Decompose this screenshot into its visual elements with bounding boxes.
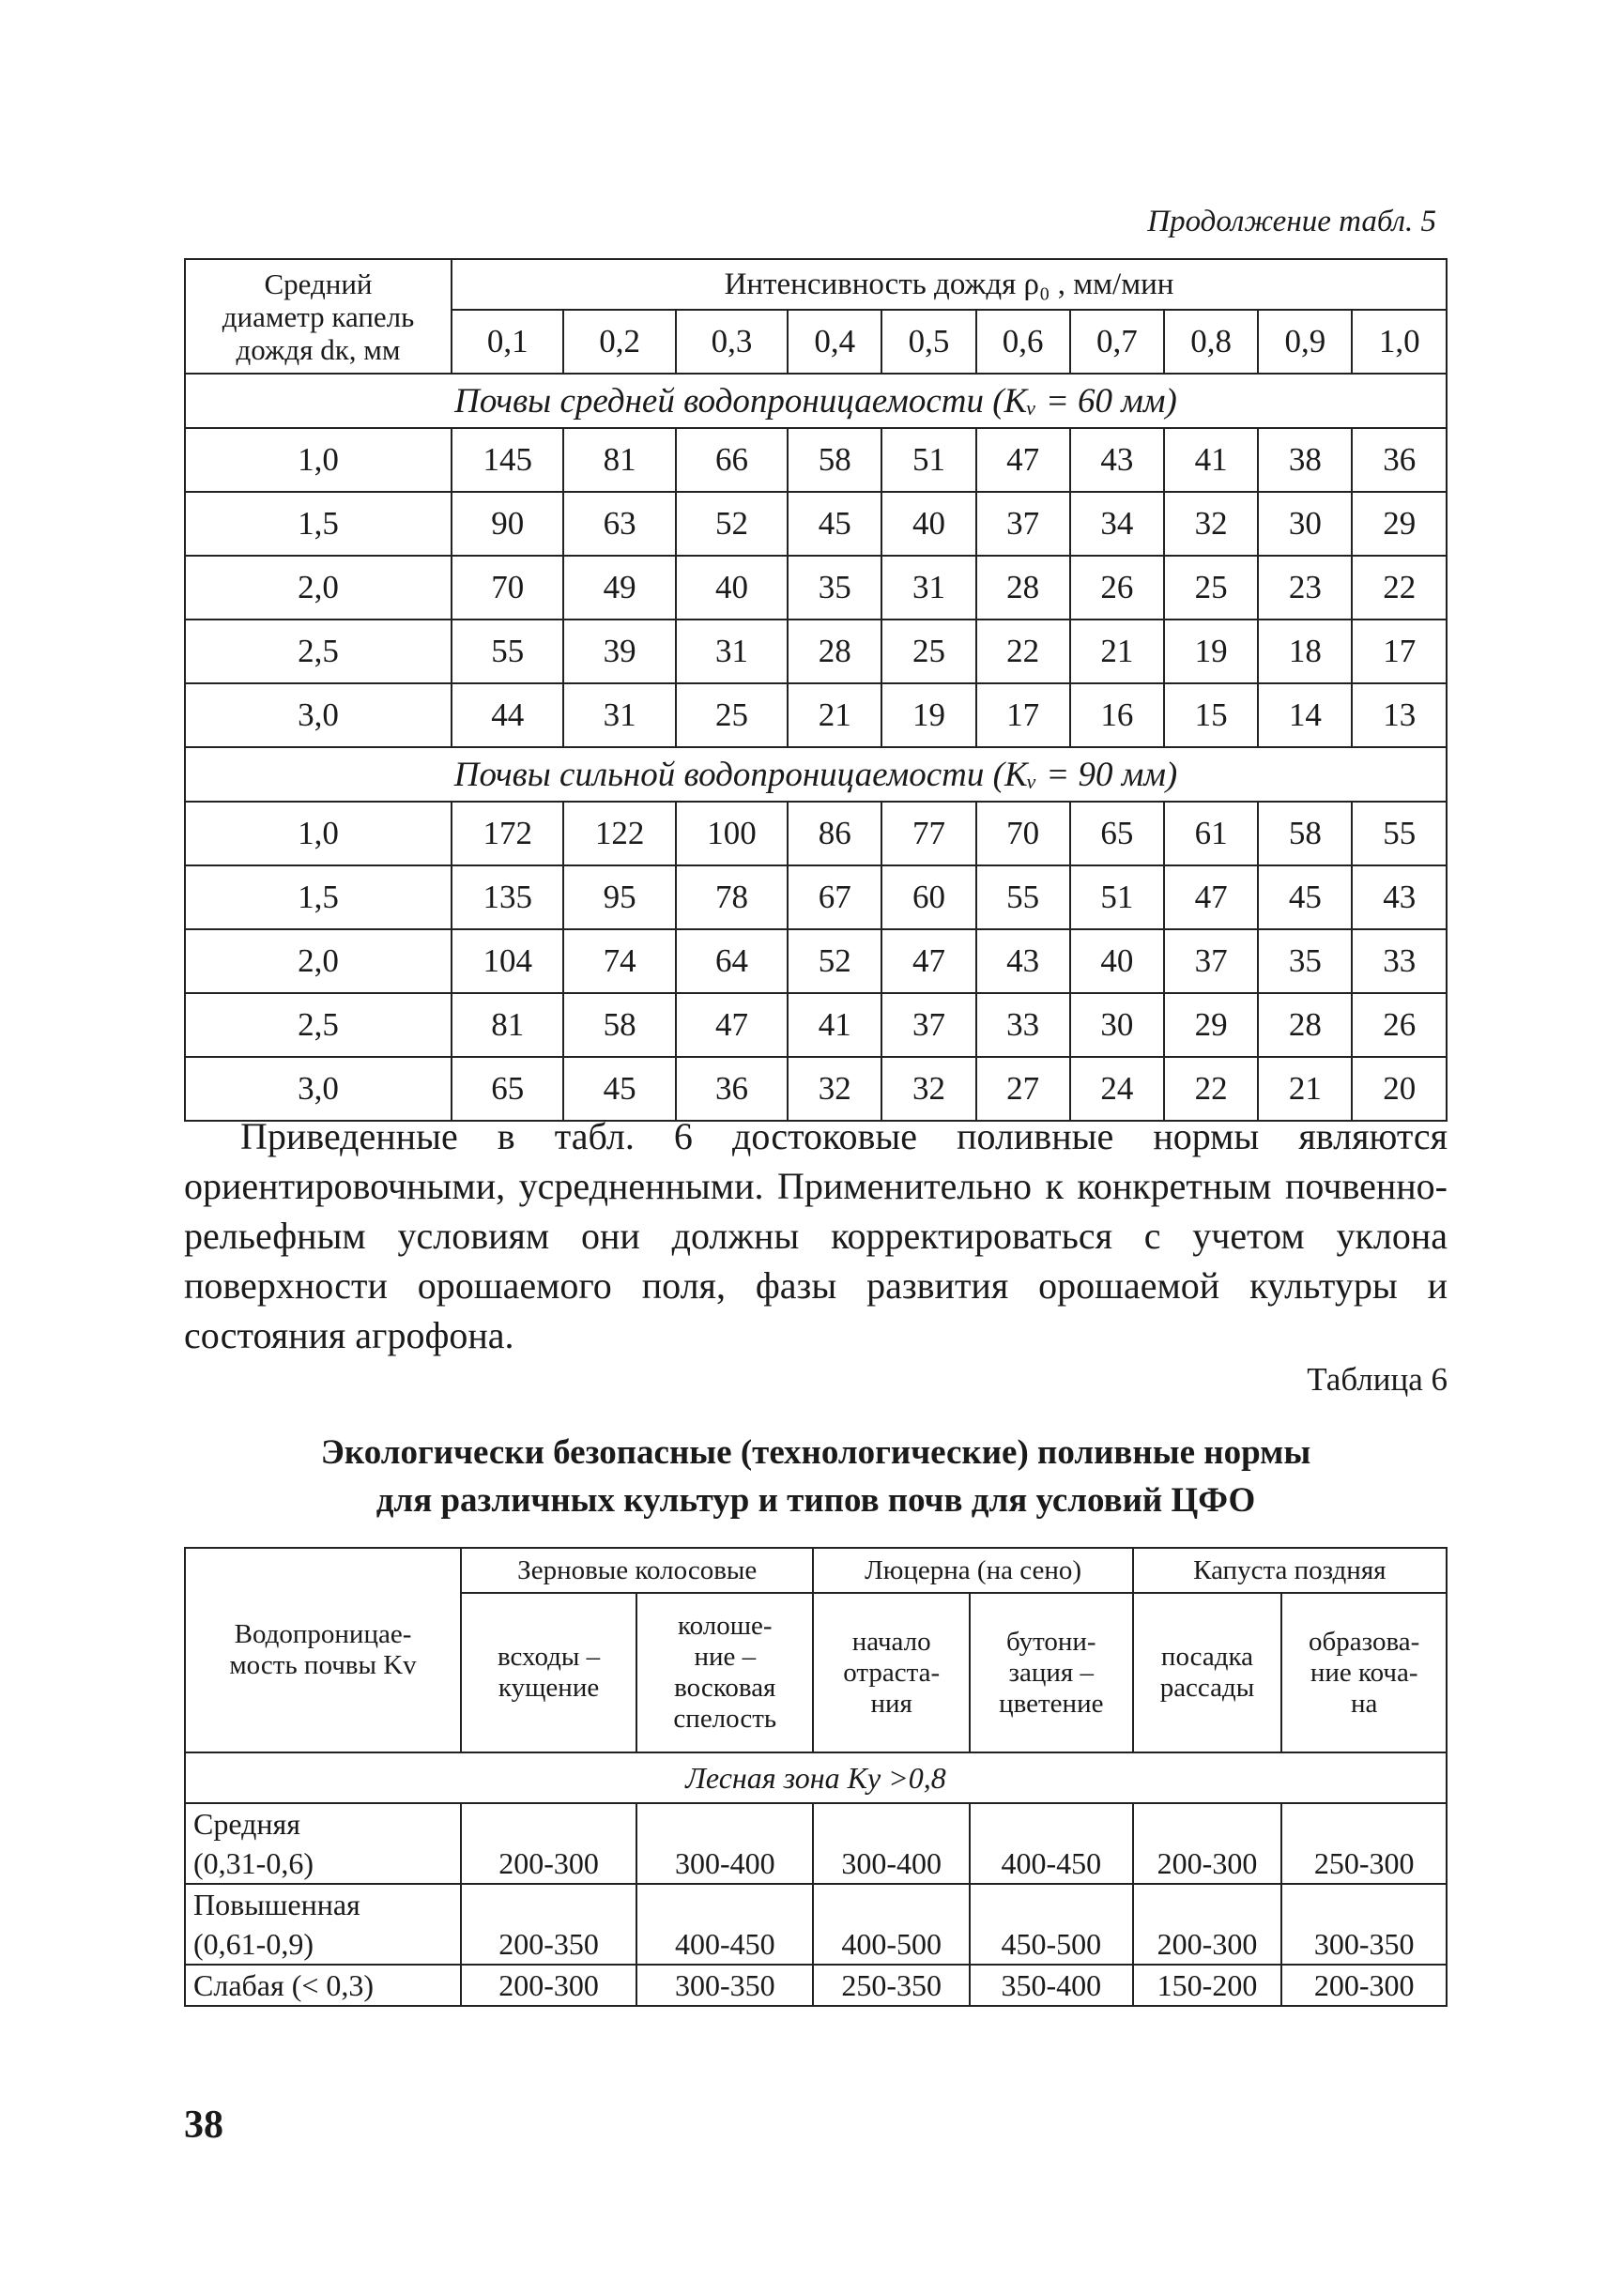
diameter-header (185, 259, 452, 374)
table-row (185, 1803, 1447, 1884)
value-cell: 32 (1164, 492, 1258, 556)
value-cell: 63 (563, 492, 675, 556)
value-cell: 70 (452, 556, 563, 620)
row-label (185, 1884, 461, 1965)
value-cell: 172 (452, 802, 563, 865)
value-cell: 31 (676, 620, 788, 683)
value-cell: 45 (788, 492, 881, 556)
value-cell: 37 (976, 492, 1070, 556)
value-cell: 45 (563, 1057, 675, 1121)
table-6-title (184, 1429, 1448, 1524)
value-cell: 28 (788, 620, 881, 683)
value-cell: 104 (452, 929, 563, 993)
phase-line: колоше- (678, 1611, 773, 1641)
label-line: (0,31-0,6) (193, 1846, 314, 1880)
value-cell: 32 (881, 1057, 975, 1121)
value-cell: 250-350 (813, 1965, 969, 2006)
value-cell: 19 (881, 683, 975, 747)
value-cell: 37 (881, 993, 975, 1057)
value-cell: 77 (881, 802, 975, 865)
value-cell: 200-300 (461, 1965, 636, 2006)
title-line: Экологически безопасные (технологические) поливные нормы (320, 1433, 1311, 1472)
value-cell: 14 (1258, 683, 1352, 747)
permeability-header (185, 1548, 461, 1752)
intensity-cell: 0,6 (976, 310, 1070, 374)
value-cell: 39 (563, 620, 675, 683)
phase-line: спелость (673, 1704, 777, 1734)
phase-line: образова- (1309, 1626, 1420, 1657)
value-cell: 67 (788, 865, 881, 929)
value-cell: 24 (1070, 1057, 1164, 1121)
intensity-cell: 0,1 (452, 310, 563, 374)
table-row (185, 620, 1447, 683)
value-cell: 30 (1070, 993, 1164, 1057)
value-cell: 47 (1164, 865, 1258, 929)
value-cell: 43 (1070, 428, 1164, 492)
value-cell: 31 (881, 556, 975, 620)
value-cell: 26 (1352, 993, 1447, 1057)
value-cell: 100 (676, 802, 788, 865)
value-cell: 200-300 (461, 1803, 636, 1884)
group-header: Люцерна (на сено) (813, 1548, 1132, 1593)
title-line: для различных культур и типов почв для условий ЦФО (375, 1481, 1256, 1520)
value-cell: 47 (676, 993, 788, 1057)
value-cell: 55 (976, 865, 1070, 929)
value-cell: 25 (676, 683, 788, 747)
value-cell: 70 (976, 802, 1070, 865)
section-title: Почвы сильной водопроницаемости (Kᵥ = 90 мм) (185, 747, 1447, 802)
phase-line: зация – (1008, 1657, 1095, 1688)
section-title: Почвы средней водопроницаемости (Kᵥ = 60 мм) (185, 374, 1447, 428)
diameter-cell: 2,5 (185, 620, 452, 683)
phase-line: начало (851, 1626, 931, 1657)
value-cell: 45 (1258, 865, 1352, 929)
row-label (185, 1965, 461, 2006)
value-cell: 41 (1164, 428, 1258, 492)
value-cell: 22 (1352, 556, 1447, 620)
value-cell: 66 (676, 428, 788, 492)
diameter-cell: 3,0 (185, 1057, 452, 1121)
value-cell: 18 (1258, 620, 1352, 683)
value-cell: 86 (788, 802, 881, 865)
value-cell: 64 (676, 929, 788, 993)
value-cell: 47 (881, 929, 975, 993)
phase-header (1281, 1593, 1447, 1752)
value-cell: 350-400 (970, 1965, 1133, 2006)
value-cell: 33 (976, 993, 1070, 1057)
value-cell: 145 (452, 428, 563, 492)
intensity-cell: 0,3 (676, 310, 788, 374)
value-cell: 200-350 (461, 1884, 636, 1965)
row-label (185, 1803, 461, 1884)
value-cell: 26 (1070, 556, 1164, 620)
header-line: диаметр капель (222, 299, 415, 333)
header-line: Средний (264, 267, 373, 300)
value-cell: 17 (1352, 620, 1447, 683)
value-cell: 47 (976, 428, 1070, 492)
intensity-cell: 0,8 (1164, 310, 1258, 374)
value-cell: 400-450 (970, 1803, 1133, 1884)
header-line: дождя dк, мм (236, 332, 401, 366)
value-cell: 43 (1352, 865, 1447, 929)
continuation-label: Продолжение табл. 5 (1147, 205, 1436, 238)
value-cell: 29 (1352, 492, 1447, 556)
diameter-cell: 1,0 (185, 428, 452, 492)
value-cell: 58 (563, 993, 675, 1057)
value-cell: 300-400 (636, 1803, 813, 1884)
value-cell: 13 (1352, 683, 1447, 747)
phase-header (1133, 1593, 1282, 1752)
phase-line: ние кочa- (1310, 1657, 1418, 1688)
label-line: (0,61-0,9) (193, 1927, 314, 1961)
phase-header (461, 1593, 636, 1752)
table-6 (184, 1547, 1448, 2007)
value-cell: 35 (1258, 929, 1352, 993)
value-cell: 150-200 (1133, 1965, 1282, 2006)
value-cell: 19 (1164, 620, 1258, 683)
diameter-cell: 2,5 (185, 993, 452, 1057)
phase-line: всходы – (498, 1642, 601, 1672)
header-line: мость почвы Kv (229, 1650, 417, 1680)
value-cell: 52 (788, 929, 881, 993)
value-cell: 58 (788, 428, 881, 492)
value-cell: 51 (1070, 865, 1164, 929)
table-row (185, 428, 1447, 492)
paragraph: Приведенные в табл. 6 достоковые поливные нормы являются ориентировочными, усредненными. Применительно к конкретным почвенно-рельефным условиям они должны корректироваться с учетом уклона поверхности орошаемого поля, фазы развития орошаемой культуры и состояния агрофона. (184, 1115, 1448, 1356)
page-number: 38 (184, 2104, 223, 2147)
phase-line: ния (870, 1688, 912, 1719)
value-cell: 58 (1258, 802, 1352, 865)
table-row (185, 802, 1447, 865)
phase-line: восковая (674, 1673, 776, 1703)
intensity-cell: 1,0 (1352, 310, 1447, 374)
value-cell: 60 (881, 865, 975, 929)
value-cell: 300-350 (1281, 1884, 1447, 1965)
value-cell: 37 (1164, 929, 1258, 993)
value-cell: 36 (1352, 428, 1447, 492)
diameter-cell: 2,0 (185, 929, 452, 993)
value-cell: 20 (1352, 1057, 1447, 1121)
value-cell: 28 (1258, 993, 1352, 1057)
section-title: Лесная зона Kу >0,8 (185, 1752, 1447, 1803)
value-cell: 49 (563, 556, 675, 620)
phase-line: ние – (694, 1642, 757, 1672)
diameter-cell: 1,0 (185, 802, 452, 865)
section-row (185, 747, 1447, 802)
value-cell: 95 (563, 865, 675, 929)
section-row (185, 374, 1447, 428)
value-cell: 200-300 (1133, 1803, 1282, 1884)
value-cell: 135 (452, 865, 563, 929)
diameter-cell: 1,5 (185, 492, 452, 556)
value-cell: 31 (563, 683, 675, 747)
value-cell: 300-400 (813, 1803, 969, 1884)
value-cell: 78 (676, 865, 788, 929)
value-cell: 450-500 (970, 1884, 1133, 1965)
value-cell: 90 (452, 492, 563, 556)
value-cell: 28 (976, 556, 1070, 620)
table-row (185, 929, 1447, 993)
group-header: Зерновые колосовые (461, 1548, 813, 1593)
table-row (185, 865, 1447, 929)
phase-line: отраста- (843, 1657, 941, 1688)
value-cell: 51 (881, 428, 975, 492)
value-cell: 21 (1258, 1057, 1352, 1121)
value-cell: 33 (1352, 929, 1447, 993)
value-cell: 30 (1258, 492, 1352, 556)
phase-line: рассады (1159, 1673, 1255, 1703)
diameter-cell: 2,0 (185, 556, 452, 620)
value-cell: 43 (976, 929, 1070, 993)
value-cell: 35 (788, 556, 881, 620)
value-cell: 52 (676, 492, 788, 556)
value-cell: 81 (452, 993, 563, 1057)
value-cell: 40 (676, 556, 788, 620)
value-cell: 32 (788, 1057, 881, 1121)
table-row (185, 492, 1447, 556)
value-cell: 15 (1164, 683, 1258, 747)
value-cell: 21 (788, 683, 881, 747)
table-row (185, 1884, 1447, 1965)
value-cell: 65 (1070, 802, 1164, 865)
phase-header (636, 1593, 813, 1752)
table-row (185, 993, 1447, 1057)
table-row (185, 1965, 1447, 2006)
value-cell: 23 (1258, 556, 1352, 620)
diameter-cell: 3,0 (185, 683, 452, 747)
value-cell: 300-350 (636, 1965, 813, 2006)
value-cell: 250-300 (1281, 1803, 1447, 1884)
value-cell: 122 (563, 802, 675, 865)
table-6-label: Таблица 6 (1307, 1361, 1448, 1398)
value-cell: 16 (1070, 683, 1164, 747)
value-cell: 29 (1164, 993, 1258, 1057)
value-cell: 55 (1352, 802, 1447, 865)
value-cell: 74 (563, 929, 675, 993)
value-cell: 44 (452, 683, 563, 747)
phase-header (813, 1593, 969, 1752)
group-header: Капуста поздняя (1133, 1548, 1447, 1593)
intensity-cell: 0,5 (881, 310, 975, 374)
label-line: Слабая (< 0,3) (193, 1968, 375, 2002)
section-row (185, 1752, 1447, 1803)
intensity-cell: 0,9 (1258, 310, 1352, 374)
phase-line: кущение (498, 1673, 600, 1703)
phase-header (970, 1593, 1133, 1752)
intensity-header: Интенсивность дождя ρ₀ , мм/мин (452, 259, 1447, 310)
diameter-cell: 1,5 (185, 865, 452, 929)
value-cell: 40 (881, 492, 975, 556)
value-cell: 27 (976, 1057, 1070, 1121)
value-cell: 36 (676, 1057, 788, 1121)
label-line: Средняя (193, 1807, 300, 1841)
phase-line: на (1350, 1688, 1378, 1719)
value-cell: 22 (976, 620, 1070, 683)
phase-line: бутони- (1005, 1626, 1096, 1657)
value-cell: 400-500 (813, 1884, 969, 1965)
intensity-cell: 0,4 (788, 310, 881, 374)
value-cell: 200-300 (1281, 1965, 1447, 2006)
value-cell: 55 (452, 620, 563, 683)
intensity-cell: 0,2 (563, 310, 675, 374)
value-cell: 81 (563, 428, 675, 492)
intensity-cell: 0,7 (1070, 310, 1164, 374)
value-cell: 65 (452, 1057, 563, 1121)
table-row (185, 556, 1447, 620)
value-cell: 34 (1070, 492, 1164, 556)
value-cell: 25 (1164, 556, 1258, 620)
value-cell: 40 (1070, 929, 1164, 993)
phase-line: посадка (1160, 1642, 1254, 1672)
table-5 (184, 258, 1448, 1122)
value-cell: 21 (1070, 620, 1164, 683)
value-cell: 17 (976, 683, 1070, 747)
value-cell: 22 (1164, 1057, 1258, 1121)
value-cell: 41 (788, 993, 881, 1057)
value-cell: 25 (881, 620, 975, 683)
value-cell: 61 (1164, 802, 1258, 865)
value-cell: 38 (1258, 428, 1352, 492)
table-row (185, 683, 1447, 747)
value-cell: 400-450 (636, 1884, 813, 1965)
label-line: Повышенная (193, 1888, 360, 1921)
value-cell: 200-300 (1133, 1884, 1282, 1965)
phase-line: цветение (999, 1688, 1104, 1719)
header-line: Водопроницае- (234, 1619, 412, 1649)
